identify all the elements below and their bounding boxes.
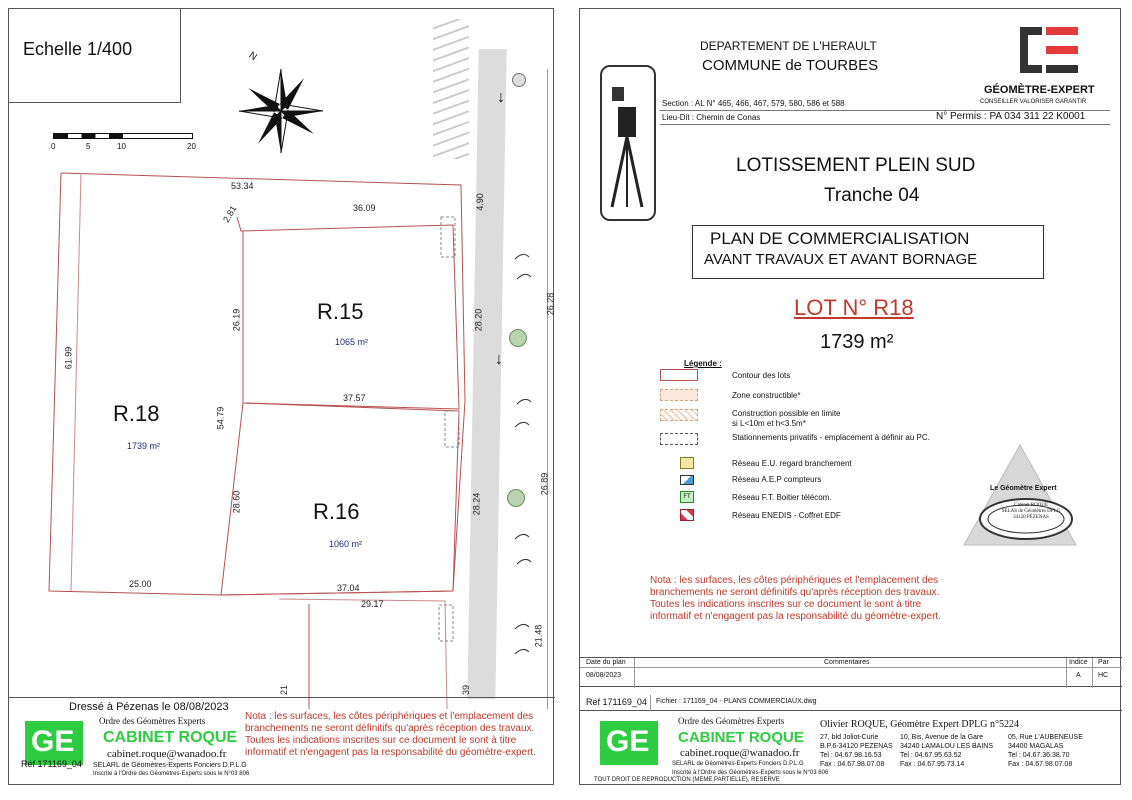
inscrite-label: Inscrite à l'Ordre des Géomètres-Experts sous le N°03 806 — [93, 771, 250, 777]
lot-r18-area: 1739 m² — [127, 441, 161, 451]
legend-item: Construction possible en limite si L<10m et h<3.5m* — [732, 409, 841, 428]
surveyor-icon — [600, 65, 656, 221]
lot-r16-name: R.16 — [313, 499, 360, 524]
table-header-date: Date du plan — [586, 659, 626, 666]
cabinet-name: CABINET ROQUE — [678, 729, 804, 746]
dimension-label: 29.17 — [361, 599, 384, 609]
legend-item: Réseau F.T. Boitier télécom. — [732, 493, 832, 502]
theodolite-icon — [602, 67, 654, 217]
dimension-label: 21 — [279, 684, 290, 696]
department: DEPARTEMENT DE L'HERAULT — [700, 39, 877, 53]
lot-area: 1739 m² — [820, 331, 894, 353]
selarl-label: SELARL de Géomètres-Experts Fonciers D.P.L.G — [672, 761, 804, 767]
legend-item: Contour des lots — [732, 371, 791, 380]
revision-table — [580, 657, 1122, 687]
ref-row — [580, 695, 1122, 711]
table-cell-by: HC — [1098, 672, 1109, 679]
scale-tick: 20 — [187, 142, 196, 151]
legend-item: Réseau ENEDIS - Coffret EDF — [732, 511, 841, 520]
dimension-label: 21.48 — [533, 624, 544, 648]
legend-swatch-lot — [660, 369, 698, 381]
legend-item: Stationnements privatifs - emplacement à définir au PC. — [732, 433, 930, 442]
commune: COMMUNE de TOURBES — [702, 57, 879, 74]
cabinet-name: CABINET ROQUE — [103, 729, 238, 746]
dimension-label: 37.57 — [343, 393, 366, 403]
lot-r18-name: R.18 — [113, 401, 160, 426]
dimension-label: 54.79 — [215, 406, 226, 430]
address-magalas: 05, Rue L'AUBENEUSE 34400 MAGALAS Tel : 04.67.36.38.70 Fax : 04.67.98.07.08 — [1008, 734, 1083, 768]
logo-tagline: CONSEILLER VALORISER GARANTIR — [980, 99, 1087, 105]
dimension-label: 39 — [461, 684, 472, 696]
dimension-label: 25.00 — [129, 579, 152, 589]
dimension-label: 26.19 — [231, 308, 242, 332]
seal-inner-text: Cabinet ROQUE SELAS de Géomètres DPLG 34120 PÉZENAS — [1001, 503, 1061, 520]
address-lamalou: 10, Bis, Avenue de la Gare 34240 LAMALOU LES BAINS Tel : 04.67.95.63.52 Fax : 04.67.95.73.14 — [900, 734, 993, 768]
table-header-index: Indice — [1069, 659, 1088, 666]
lot-r18-boundary — [49, 173, 465, 595]
geometre-expert-logo — [1020, 27, 1080, 73]
lot-title: LOT N° R18 — [794, 295, 914, 320]
lot-r19-boundary — [279, 599, 447, 709]
enedis-icon — [680, 509, 694, 521]
tranche: Tranche 04 — [824, 185, 920, 206]
legend-swatch-limit — [660, 409, 698, 421]
legend-item: Réseau A.E.P compteurs — [732, 475, 822, 484]
scale-label: Echelle 1/400 — [23, 39, 133, 59]
table-header-by: Par — [1098, 659, 1109, 666]
inscrite-label: Inscrite à l'Ordre des Géomètres-Experts sous le N°03 806 — [672, 770, 829, 776]
dimension-label: 28.60 — [231, 490, 242, 514]
seal-label: Le Géomètre Expert — [990, 485, 1057, 492]
lot-plan — [9, 9, 555, 709]
table-cell-date: 08/08/2023 — [586, 672, 622, 679]
lot-r15-area: 1065 m² — [335, 337, 369, 347]
section-line: Section : AL N° 465, 466, 467, 579, 580, 586 et 588 — [662, 99, 845, 108]
selarl-label: SELARL de Géomètres-Experts Fonciers D.P.L.G — [93, 762, 247, 769]
project-title: LOTISSEMENT PLEIN SUD — [736, 155, 976, 176]
footer-note: Nota : les surfaces, les côtes périphériques et l'emplacement des branchements ne seront définitifs qu'après réception des travaux. Toutes les indications inscrites sur ce document le sont à titre informatif et n'engagent pas la responsabilité du géomètre-expert. — [245, 711, 536, 758]
legend-swatch-parking — [660, 433, 698, 445]
table-header-comments: Commentaires — [824, 659, 870, 666]
lot-r16-area: 1060 m² — [329, 539, 363, 549]
logo-name: GÉOMÈTRE-EXPERT — [984, 84, 1095, 96]
scale-tick: 5 — [86, 142, 91, 151]
logo-mark: GE — [31, 725, 75, 758]
ref-number: Réf 171169_04 — [586, 697, 647, 707]
dimension-label: 61.99 — [63, 346, 74, 370]
cabinet-email[interactable]: cabinet.roque@wanadoo.fr — [680, 747, 800, 759]
copyright: TOUT DROIT DE REPRODUCTION (MEME PARTIELLE), RESERVE — [594, 777, 780, 783]
dimension-label: 26.89 — [539, 472, 550, 496]
file-name: Fichier : 171169_04 - PLANS COMMERCIAUX.dwg — [656, 698, 817, 705]
expert-name: Olivier ROQUE, Géomètre Expert DPLG n°5224 — [820, 719, 1019, 730]
scale-tick: 0 — [51, 142, 56, 151]
dimension-label: 26.28 — [545, 292, 556, 316]
dimension-label: 53.34 — [231, 181, 254, 191]
dimension-label: 36.09 — [353, 203, 376, 213]
header-rule — [660, 124, 1110, 125]
footer-divider — [9, 697, 555, 698]
lot-r15-name: R.15 — [317, 299, 364, 324]
seal-triangle-icon — [960, 441, 1080, 549]
footer-ref: Réf 171169_04 — [21, 759, 82, 769]
dimension-label: 28.24 — [471, 492, 482, 516]
dimension-label: 4.90 — [474, 193, 485, 211]
dimension-label: 37.04 — [337, 583, 360, 593]
direction-arrow-icon: ↓ — [497, 89, 505, 106]
title-sheet — [579, 8, 1121, 785]
lieu-dit: Lieu-Dit : Chemin de Conas — [662, 113, 761, 122]
plan-sheet — [8, 8, 554, 785]
legend-item: Réseau E.U. regard branchement — [732, 459, 852, 468]
plan-title-line2: AVANT TRAVAUX ET AVANT BORNAGE — [704, 251, 978, 268]
north-label: N — [246, 49, 259, 64]
dimension-label: 2.81 — [221, 203, 239, 225]
logo-mark: GE — [606, 725, 650, 758]
ordre-label: Ordre des Géomètres Experts — [678, 716, 785, 726]
ordre-label: Ordre des Géomètres Experts — [99, 716, 206, 726]
scale-tick: 10 — [117, 142, 126, 151]
cabinet-logo — [600, 721, 658, 765]
table-cell-index: A — [1076, 672, 1081, 679]
eu-icon — [680, 457, 694, 469]
legend-title: Légende : — [684, 359, 722, 368]
dressed-date: Dressé à Pézenas le 08/08/2023 — [69, 701, 229, 713]
aep-icon — [680, 475, 694, 485]
dimension-label: 28.20 — [473, 308, 484, 332]
legend-item: Zone constructible* — [732, 391, 801, 400]
address-pezenas: 27, bld Joliot-Curie B.P.6-34120 PEZENAS Tel : 04.67.98.16.53 Fax : 04.67.98.07.08 — [820, 734, 893, 768]
cabinet-email[interactable]: cabinet.roque@wanadoo.fr — [107, 748, 227, 760]
direction-arrow-icon: ↓ — [495, 351, 503, 368]
permis-number: N° Permis : PA 034 311 22 K0001 — [936, 111, 1086, 122]
ft-icon: FT — [680, 491, 694, 503]
plan-title-line1: PLAN DE COMMERCIALISATION — [710, 229, 970, 248]
legend-swatch-zone — [660, 389, 698, 401]
title-note: Nota : les surfaces, les côtes périphériques et l'emplacement des branchements ne seront définitifs qu'après réception des travaux. Toutes les indications inscrites sur ce document le sont à titre informatif et n'engagent pas la responsabilité du géomètre-expert. — [650, 575, 941, 622]
